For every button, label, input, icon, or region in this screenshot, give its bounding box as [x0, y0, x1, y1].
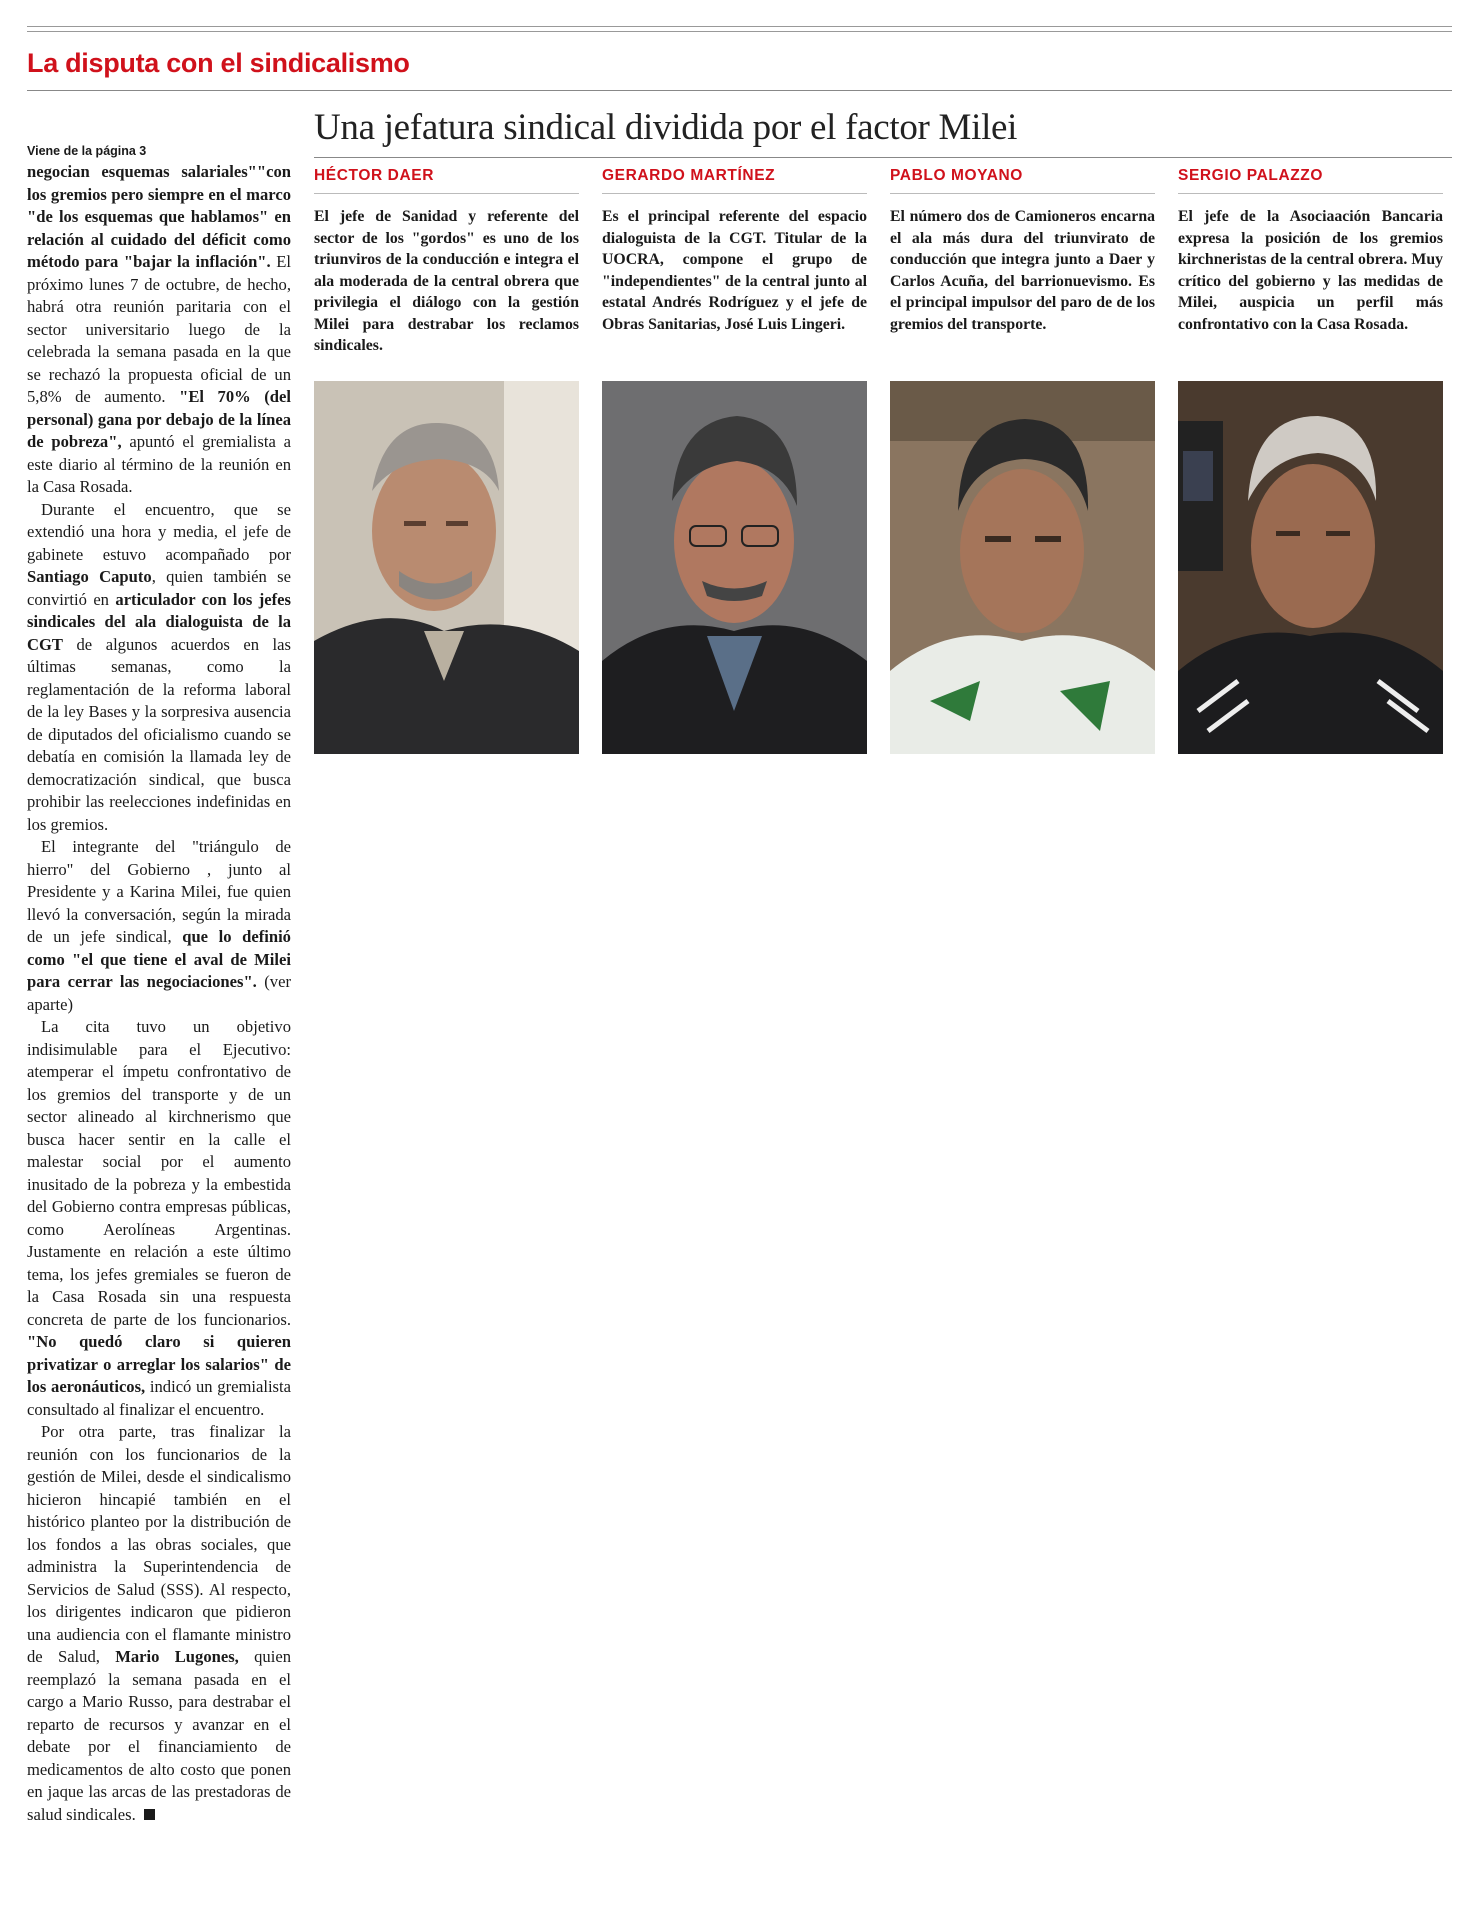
text-run: La cita tuvo un objetivo indisimulable para el Ejecutivo: atemperar el ímpetu confrontativo de los gremios del transporte y de un sector alineado al kirchnerismo que busca hacer sentir en la calle el malestar social por el aumento inusitado de la pobreza y la embestida del Gobierno contra empresas públicas, como Aerolíneas Argentinas. Justamente en relación a este último tema, los jefes gremiales se fueron de la Casa Rosada sin una respuesta concreta de parte de los funcionarios. — [27, 1017, 291, 1329]
profile-name: PABLO MOYANO — [890, 167, 1023, 184]
article-paragraph — [27, 499, 291, 837]
profile-card — [602, 167, 867, 754]
profile-photo — [1178, 381, 1443, 754]
article-paragraph — [27, 161, 291, 499]
top-rule-double — [27, 31, 1452, 32]
bold-text-run: Mario Lugones, — [115, 1647, 239, 1666]
top-rule — [27, 26, 1452, 27]
article-body-column — [27, 143, 291, 1826]
article-paragraph — [27, 1421, 291, 1826]
section-title: La disputa con el sindicalismo — [27, 48, 410, 78]
profile-name: GERARDO MARTÍNEZ — [602, 167, 776, 184]
bold-text-run: negocian esquemas salariales""con los gremios pero siempre en el marco "de los esquemas que hablamos" en relación al cuidado del déficit como método para "bajar la inflación". — [27, 162, 291, 271]
profile-name: SERGIO PALAZZO — [1178, 167, 1324, 184]
profile-photo — [314, 381, 579, 754]
headline: Una jefatura sindical dividida por el factor Milei — [314, 107, 1018, 148]
text-run: quien reemplazó la semana pasada en el cargo a Mario Russo, para destrabar el reparto de recursos y avanzar en el debate por el financiamiento de medicamentos de alto costo que ponen en jaque las arcas de las prestadoras de salud sindicales. — [27, 1647, 291, 1824]
profile-card — [890, 167, 1155, 754]
article-paragraph — [27, 836, 291, 1016]
text-run: , quien también se convirtió en — [27, 567, 291, 609]
profile-photo — [890, 381, 1155, 754]
profile-description: El número dos de Camioneros encarna el ala más dura del triunvirato de conducción que integra junto a Daer y Carlos Acuña, del barrionuevismo. Es el principal impulsor del paro de de los gremios del transporte. — [890, 208, 1155, 333]
headline-rule — [314, 157, 1452, 158]
profile-rule — [1178, 193, 1443, 194]
profile-rule — [890, 193, 1155, 194]
text-run: Durante el encuentro, que se extendió una hora y media, el jefe de gabinete estuvo acompañado por — [27, 499, 291, 564]
profile-rule — [602, 193, 867, 194]
bold-text-run: que lo definió como "el que tiene el aval de Milei para cerrar las negociaciones". — [27, 927, 291, 991]
profile-description: El jefe de Sanidad y referente del sector de los "gordos" es uno de los triunviros de la conducción e integra el ala moderada de la central obrera que privilegia el diálogo con la gestión Milei para destrabar los reclamos sindicales. — [314, 208, 579, 354]
text-run: El próximo lunes 7 de octubre, de hecho, habrá otra reunión paritaria con el sector universitario luego de la celebrada la semana pasada en la que se rechazó la propuesta oficial de un 5,8% de aumento. — [27, 252, 291, 406]
text-run: apuntó el gremialista a este diario al término de la reunión en la Casa Rosada. — [27, 432, 291, 496]
profile-description: Es el principal referente del espacio dialoguista de la CGT. Titular de la UOCRA, compone el grupo de "independientes" de la central junto al estatal Andrés Rodríguez y el jefe de Obras Sanitarias, José Luis Lingeri. — [602, 208, 867, 333]
text-run: indicó un gremialista consultado al finalizar el encuentro. — [27, 1377, 291, 1419]
text-run: Por otra parte, tras finalizar la reunión con los funcionarios de la gestión de Milei, desde el sindicalismo hicieron hincapié también en el histórico planteo por la distribución de los fondos a las obras sociales, que administra la Superintendencia de Servicios de Salud (SSS). Al respecto, los dirigentes indicaron que pidieron una audiencia con el flamante ministro de Salud, — [27, 1422, 291, 1666]
continued-from-label: Viene de la página 3 — [27, 144, 147, 158]
text-run: (ver aparte) — [27, 972, 291, 1014]
end-of-article-mark — [144, 1809, 155, 1820]
profile-card — [314, 167, 579, 754]
bold-text-run: Santiago Caputo — [27, 567, 152, 586]
profile-card — [1178, 167, 1443, 754]
bold-text-run: "El 70% (del personal) gana por debajo de la línea de pobreza", — [27, 387, 291, 451]
text-run: El integrante del "triángulo de hierro" del Gobierno , junto al Presidente y a Karina Milei, fue quien llevó la conversación, según la mirada de un jefe sindical, — [27, 837, 291, 946]
bold-text-run: "No quedó claro si quieren privatizar o arreglar los salarios" de los aeronáuticos, — [27, 1332, 291, 1396]
section-rule — [27, 90, 1452, 91]
article-paragraph — [27, 1016, 291, 1421]
profile-photo — [602, 381, 867, 754]
text-run: de algunos acuerdos en las últimas semanas, como la reglamentación de la reforma laboral de la ley Bases y la sorpresiva ausencia de diputados del oficialismo cuando se debatía en comisión la llamada ley de democratización sindical, que busca prohibir las reelecciones indefinidas en los gremios. — [27, 634, 291, 834]
bold-text-run: articulador con los jefes sindicales del ala dialoguista de la CGT — [27, 589, 291, 654]
profile-rule — [314, 193, 579, 194]
profile-description: El jefe de la Asociaación Bancaria expresa la posición de los gremios kirchneristas de la central obrera. Muy crítico del gobierno y las medidas de Milei, auspicia un perfil más confrontativo con la Casa Rosada. — [1178, 208, 1443, 333]
profile-name: HÉCTOR DAER — [314, 167, 434, 184]
